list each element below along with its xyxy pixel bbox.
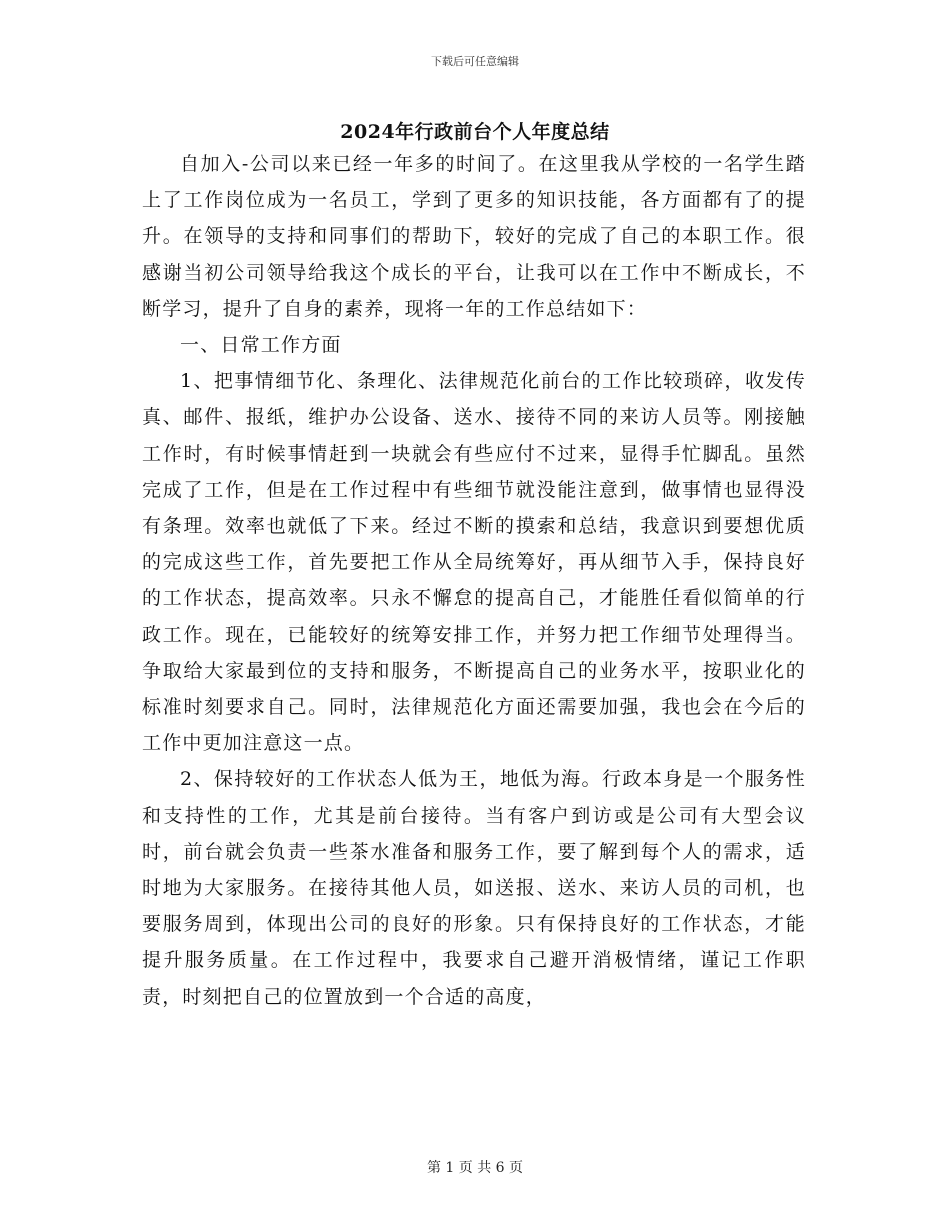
section-heading-daily-work: 一、日常工作方面 [180, 334, 342, 357]
header-note: 下载后可任意编辑 [431, 55, 519, 68]
paragraph-intro: 自加入-公司以来已经一年多的时间了。在这里我从学校的一名学生踏上了工作岗位成为一名员工，学到了更多的知识技能，各方面都有了的提升。在领导的支持和同事们的帮助下，较好的完成了自己的本职工作。很感谢当初公司领导给我这个成长的平台，让我可以在工作中不断成长，不断学习，提升了自身的素养，现将一年的工作总结如下： [142, 153, 806, 320]
document-title: 2024年行政前台个人年度总结 [340, 121, 610, 143]
paragraph-item-1: 1、把事情细节化、条理化、法律规范化前台的工作比较琐碎，收发传真、邮件、报纸，维护办公设备、送水、接待不同的来访人员等。刚接触工作时，有时候事情赶到一块就会有些应付不过来，显得手忙脚乱。虽然完成了工作，但是在工作过程中有些细节就没能注意到，做事情也显得没有条理。效率也就低了下来。经过不断的摸索和总结，我意识到要想优质的完成这些工作，首先要把工作从全局统筹好，再从细节入手，保持良好的工作状态，提高效率。只永不懈怠的提高自己，才能胜任看似简单的行政工作。现在，已能较好的统筹安排工作，并努力把工作细节处理得当。争取给大家最到位的支持和服务，不断提高自己的业务水平，按职业化的标准时刻要求自己。同时，法律规范化方面还需要加强，我也会在今后的工作中更加注意这一点。 [142, 370, 806, 755]
page-number: 第 1 页 共 6 页 [426, 1160, 524, 1176]
document-body [142, 146, 806, 1015]
paragraph-item-2: 2、保持较好的工作状态人低为王，地低为海。行政本身是一个服务性和支持性的工作，尤其是前台接待。当有客户到访或是公司有大型会议时，前台就会负责一些茶水准备和服务工作，要了解到每个人的需求，适时地为大家服务。在接待其他人员，如送报、送水、来访人员的司机，也要服务周到，体现出公司的良好的形象。只有保持良好的工作状态，才能提升服务质量。在工作过程中，我要求自己避开消极情绪，谨记工作职责，时刻把自己的位置放到一个合适的高度， [142, 768, 806, 1008]
